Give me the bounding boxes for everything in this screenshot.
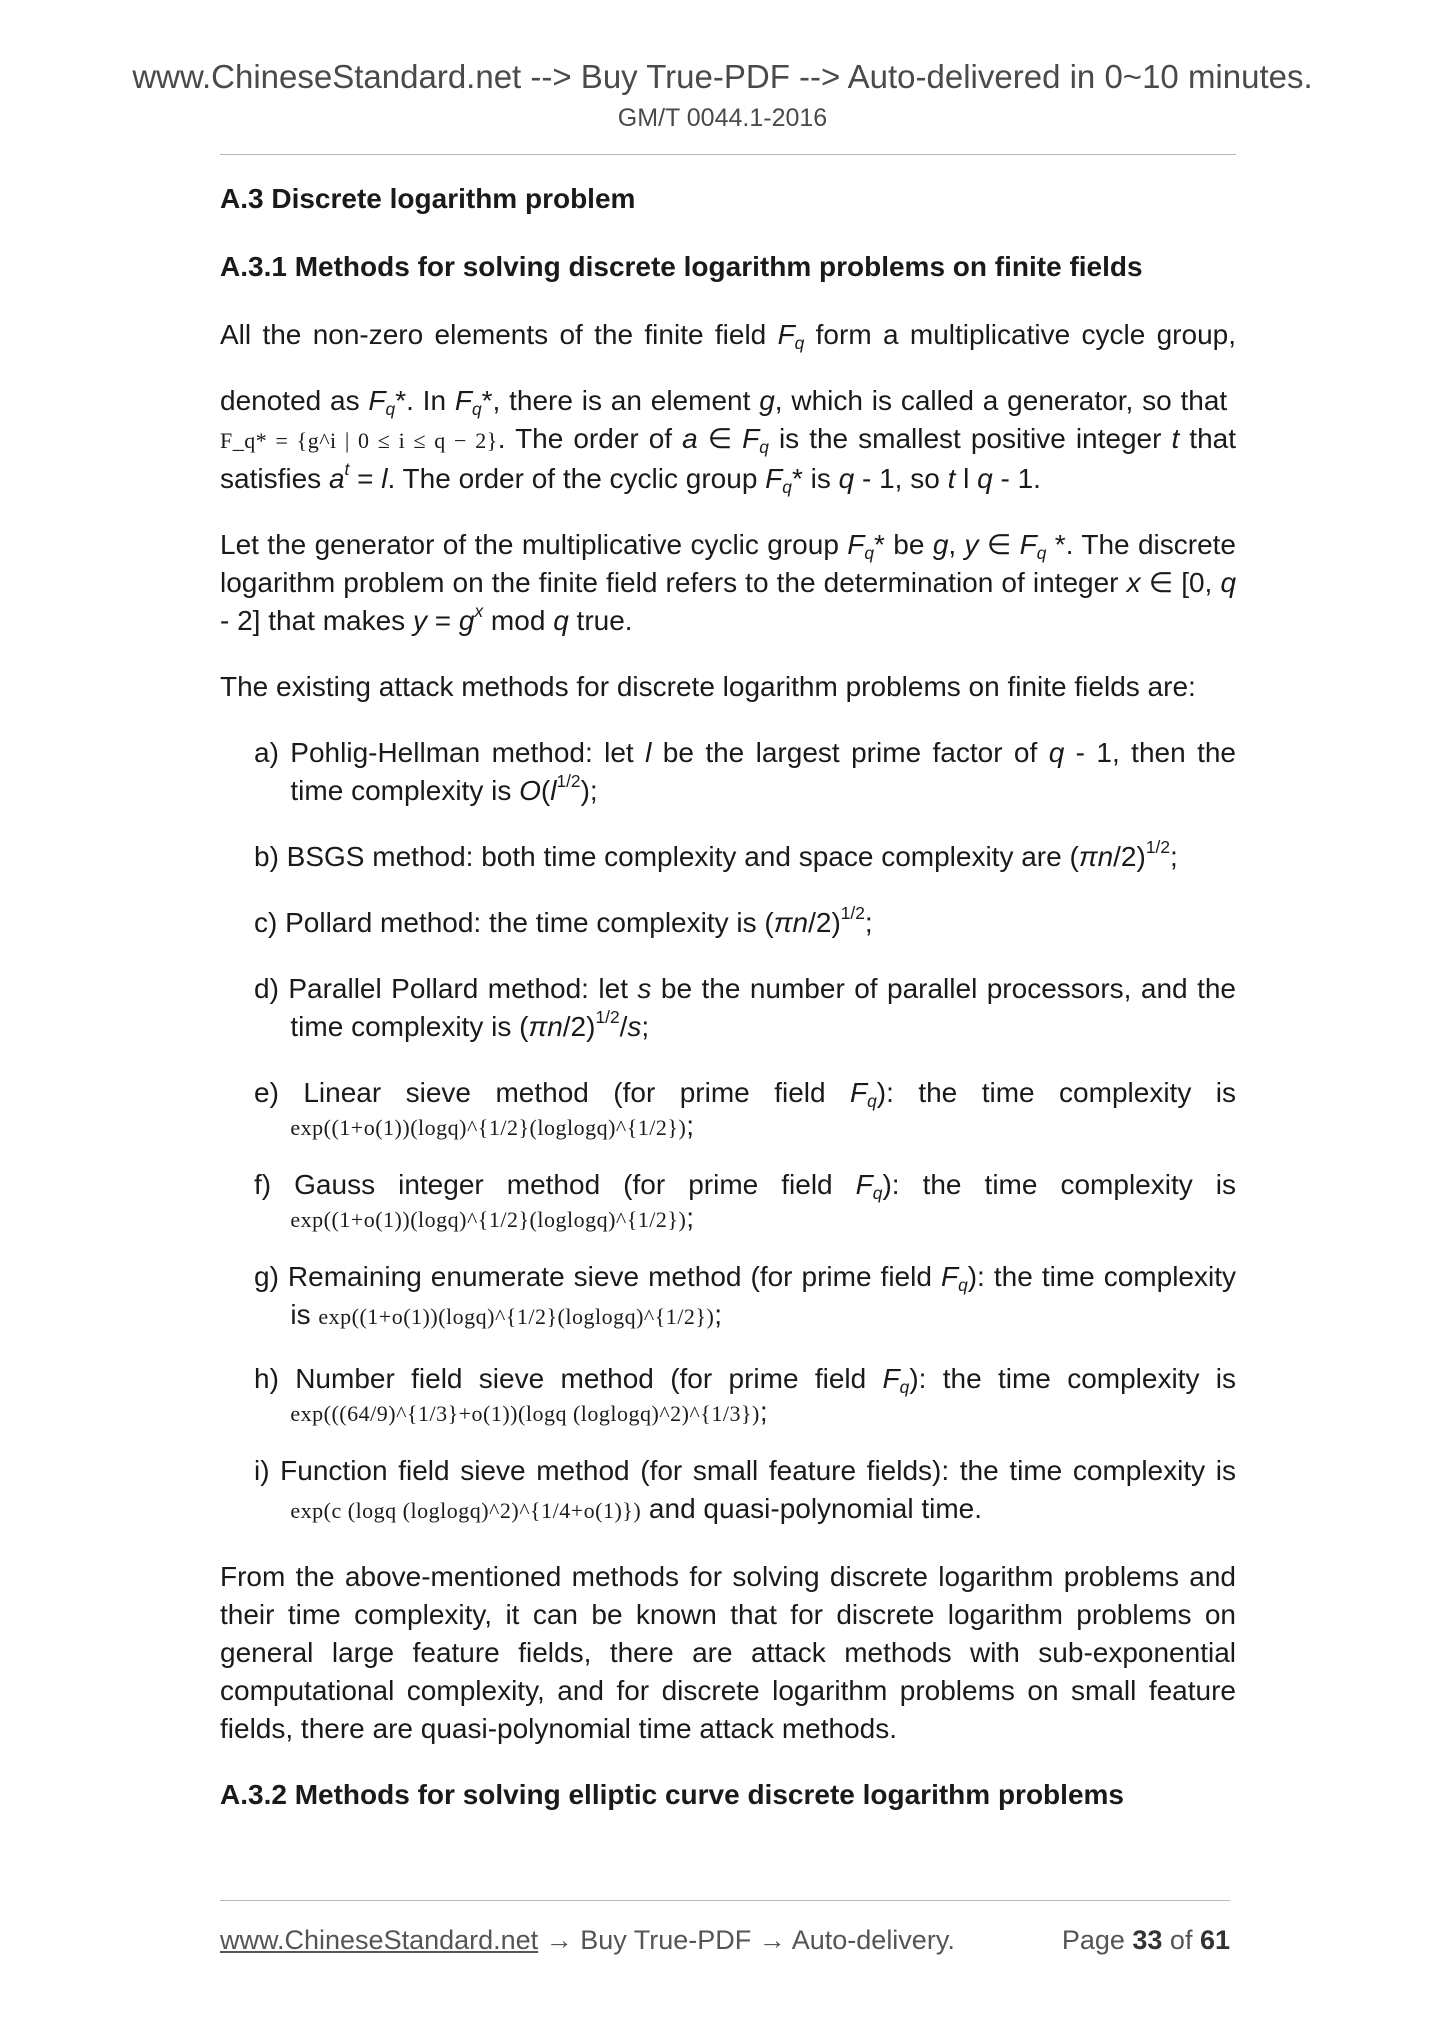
- formula-remaining-sieve: exp((1+o(1))(logq)^{1/2}(loglogq)^{1/2}): [318, 1304, 715, 1329]
- footer-tagline: → Buy True-PDF → Auto-delivery.: [538, 1925, 955, 1955]
- formula-gauss-integer: exp((1+o(1))(logq)^{1/2}(loglogq)^{1/2}): [290, 1207, 687, 1232]
- formula-function-field-sieve: exp(c (logq (loglogq)^2)^{1/4+o(1)}): [290, 1498, 642, 1523]
- list-item: a) Pohlig-Hellman method: let l be the largest prime factor of q - 1, then the time complexity is $O(l^{1/2})$;: [254, 737, 1236, 806]
- paragraph-conclusion: From the above-mentioned methods for solving discrete logarithm problems and their time complexity, it can be known that for discrete logarithm problems on general large feature fields, there are attack methods with sub-exponential computational complexity, and for discrete logarithm problems on small feature fields, there are quasi-polynomial time attack methods.: [220, 1561, 1236, 1744]
- header-banner: www.ChineseStandard.net --> Buy True-PDF --> Auto-delivered in 0~10 minutes.: [132, 58, 1313, 95]
- list-item: b) BSGS method: both time complexity and space complexity are $(\pi n/2)^{1/2}$;: [254, 836, 1178, 872]
- list-item: e) Linear sieve method (for prime field $F_q$): the time complexity is exp((1+o(1))(logq)^{1/2}(loglogq)^{1/2});: [254, 1077, 1236, 1141]
- footer-divider: [220, 1900, 1230, 1901]
- formula-generator-set: F_q* = {g^i | 0 ≤ i ≤ q − 2}: [220, 428, 498, 453]
- attack-method-list: [254, 734, 1236, 1530]
- list-item: i) Function field sieve method (for small feature fields): the time complexity is exp(c (logq (loglogq)^2)^{1/4+o(1)}) and quasi-polynomial time.: [254, 1455, 1236, 1524]
- formula-number-field-sieve: exp(((64/9)^{1/3}+o(1))(logq (loglogq)^2)^{1/3}): [290, 1401, 760, 1426]
- footer-site-link[interactable]: www.ChineseStandard.net: [220, 1925, 539, 1955]
- paragraph-finite-field: All the non-zero elements of the finite field $F_q$ form a multiplicative cycle group, denoted as $F_q*$. In $F_q*$, there is an element g, which is called a generator, so that F_q* = {g^i | 0 ≤ i ≤ q − 2}. The order of a ∈ $F_q$ is the smallest positive integer t that satisfies $a^t = l$. The order of the cyclic group $F_q*$ is q - 1, so t l q - 1.: [220, 319, 1237, 498]
- paragraph-dlp-definition: Let the generator of the multiplicative cyclic group $F_q*$ be g, y ∈ $F_q$ *. The discrete logarithm problem on the finite field refers to the determination of integer x ∈ [0, q - 2] that makes $y = g^x$ mod q true.: [220, 529, 1237, 636]
- list-item: g) Remaining enumerate sieve method (for prime field $F_q$): the time complexity is exp((1+o(1))(logq)^{1/2}(loglogq)^{1/2});: [254, 1261, 1236, 1330]
- standard-number: GM/T 0044.1-2016: [617, 104, 828, 132]
- heading-a3: A.3 Discrete logarithm problem: [220, 183, 636, 214]
- page-content: [220, 180, 1236, 1814]
- page-number: Page 33 of 61: [1061, 1925, 1230, 1955]
- paragraph-attack-intro: The existing attack methods for discrete logarithm problems on finite fields are:: [220, 671, 1196, 702]
- heading-a32: A.3.2 Methods for solving elliptic curve discrete logarithm problems: [220, 1779, 1124, 1810]
- list-item: f) Gauss integer method (for prime field $F_q$): the time complexity is exp((1+o(1))(logq)^{1/2}(loglogq)^{1/2});: [254, 1169, 1236, 1233]
- heading-a31: A.3.1 Methods for solving discrete logarithm problems on finite fields: [220, 251, 1143, 282]
- list-item: h) Number field sieve method (for prime field $F_q$): the time complexity is exp(((64/9)^{1/3}+o(1))(logq (loglogq)^2)^{1/3});: [254, 1363, 1236, 1427]
- page-footer: [220, 1925, 1230, 1963]
- formula-linear-sieve: exp((1+o(1))(logq)^{1/2}(loglogq)^{1/2}): [290, 1115, 687, 1140]
- list-item: d) Parallel Pollard method: let s be the number of parallel processors, and the time complexity is $(\pi n/2)^{1/2}/s$;: [254, 973, 1236, 1042]
- header-divider: [220, 154, 1236, 155]
- list-item: c) Pollard method: the time complexity is $(\pi n/2)^{1/2}$;: [254, 902, 873, 938]
